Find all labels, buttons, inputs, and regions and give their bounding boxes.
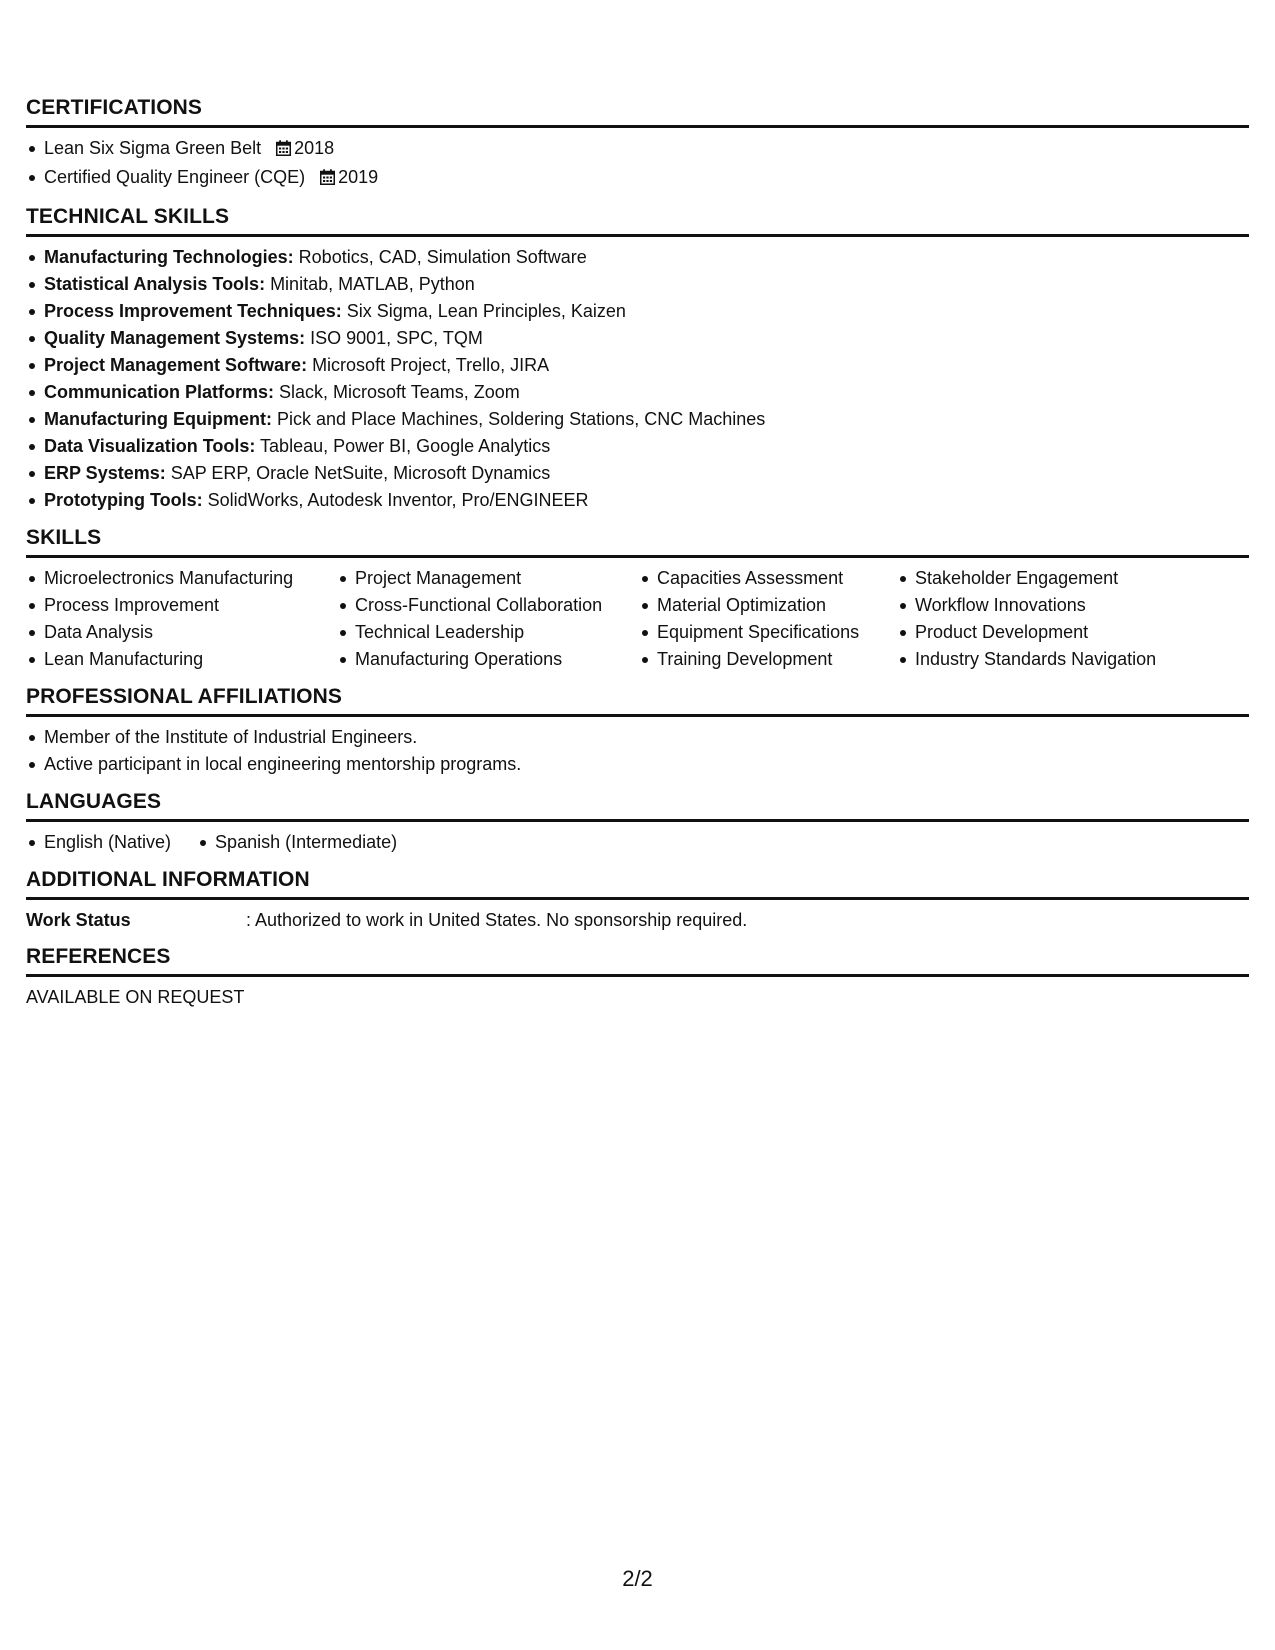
technical-skill-item [26,271,1249,298]
work-status-value: : Authorized to work in United States. No sponsorship required. [246,910,748,930]
technical-skill-item [26,379,1249,406]
technical-skill-item [26,352,1249,379]
technical-skill-label: Data Visualization Tools: [44,436,256,456]
skill-item: Technical Leadership [337,619,639,646]
skills-grid [26,565,1249,673]
affiliations-list [26,724,1249,778]
affiliations-section [26,685,1249,778]
technical-skill-item [26,406,1249,433]
skills-column [897,565,1197,673]
skill-item: Lean Manufacturing [26,646,337,673]
certifications-section [26,96,1249,193]
technical-skill-label: Process Improvement Techniques: [44,301,342,321]
work-status-row [26,907,1249,933]
technical-skill-value: ISO 9001, SPC, TQM [305,328,483,348]
references-section [26,945,1249,1010]
certification-name: Certified Quality Engineer (CQE) [44,167,306,187]
technical-skill-label: Project Management Software: [44,355,308,375]
certification-item [26,164,1249,193]
certifications-heading: CERTIFICATIONS [26,96,1249,128]
skill-item: Industry Standards Navigation [897,646,1197,673]
skill-item: Material Optimization [639,592,897,619]
resume-page [26,96,1249,1022]
technical-skill-value: Tableau, Power BI, Google Analytics [255,436,551,456]
skill-item: Cross-Functional Collaboration [337,592,639,619]
skill-item: Workflow Innovations [897,592,1197,619]
technical-skill-label: Manufacturing Technologies: [44,247,294,267]
certification-item [26,135,1249,164]
technical-skill-value: Six Sigma, Lean Principles, Kaizen [341,301,626,321]
technical-skill-label: Manufacturing Equipment: [44,409,272,429]
certification-year: 2019 [338,167,379,187]
languages-section [26,790,1249,856]
work-status-label: Work Status [26,910,131,930]
skill-item: Data Analysis [26,619,337,646]
technical-skill-label: ERP Systems: [44,463,166,483]
certification-year: 2018 [294,138,335,158]
languages-list [26,829,1249,856]
skills-column [639,565,897,673]
language-item: Spanish (Intermediate) [197,829,397,856]
skill-item: Process Improvement [26,592,337,619]
languages-heading: LANGUAGES [26,790,1249,822]
technical-skill-item [26,433,1249,460]
additional-info-heading: ADDITIONAL INFORMATION [26,868,1249,900]
technical-skill-label: Quality Management Systems: [44,328,306,348]
skills-heading: SKILLS [26,526,1249,558]
skills-column [26,565,337,673]
technical-skills-heading: TECHNICAL SKILLS [26,205,1249,237]
skills-column [337,565,639,673]
skill-item: Manufacturing Operations [337,646,639,673]
technical-skill-label: Communication Platforms: [44,382,275,402]
affiliation-item: Member of the Institute of Industrial Engineers. [26,724,1249,751]
references-heading: REFERENCES [26,945,1249,977]
affiliations-heading: PROFESSIONAL AFFILIATIONS [26,685,1249,717]
technical-skill-item [26,244,1249,271]
skills-section [26,526,1249,673]
technical-skill-value: SAP ERP, Oracle NetSuite, Microsoft Dynamics [165,463,551,483]
technical-skill-value: Slack, Microsoft Teams, Zoom [274,382,520,402]
calendar-icon [320,166,335,193]
calendar-icon [276,137,291,164]
technical-skills-section [26,205,1249,514]
skill-item: Training Development [639,646,897,673]
additional-info-section [26,868,1249,933]
page-number: 2/2 [622,1566,653,1591]
technical-skill-value: Pick and Place Machines, Soldering Stations, CNC Machines [272,409,766,429]
skill-item: Equipment Specifications [639,619,897,646]
technical-skill-value: Robotics, CAD, Simulation Software [293,247,587,267]
certification-name: Lean Six Sigma Green Belt [44,138,262,158]
skill-item: Product Development [897,619,1197,646]
technical-skill-item [26,325,1249,352]
skill-item: Capacities Assessment [639,565,897,592]
references-text: AVAILABLE ON REQUEST [26,987,245,1007]
technical-skill-value: Microsoft Project, Trello, JIRA [307,355,550,375]
affiliation-item: Active participant in local engineering mentorship programs. [26,751,1249,778]
certifications-list [26,135,1249,193]
technical-skill-label: Statistical Analysis Tools: [44,274,266,294]
skill-item: Microelectronics Manufacturing [26,565,337,592]
technical-skill-value: Minitab, MATLAB, Python [265,274,475,294]
technical-skill-item [26,487,1249,514]
technical-skill-label: Prototyping Tools: [44,490,203,510]
technical-skill-item [26,298,1249,325]
skill-item: Project Management [337,565,639,592]
skill-item: Stakeholder Engagement [897,565,1197,592]
technical-skill-value: SolidWorks, Autodesk Inventor, Pro/ENGINEER [202,490,589,510]
technical-skills-list [26,244,1249,514]
technical-skill-item [26,460,1249,487]
language-item: English (Native) [26,829,171,856]
